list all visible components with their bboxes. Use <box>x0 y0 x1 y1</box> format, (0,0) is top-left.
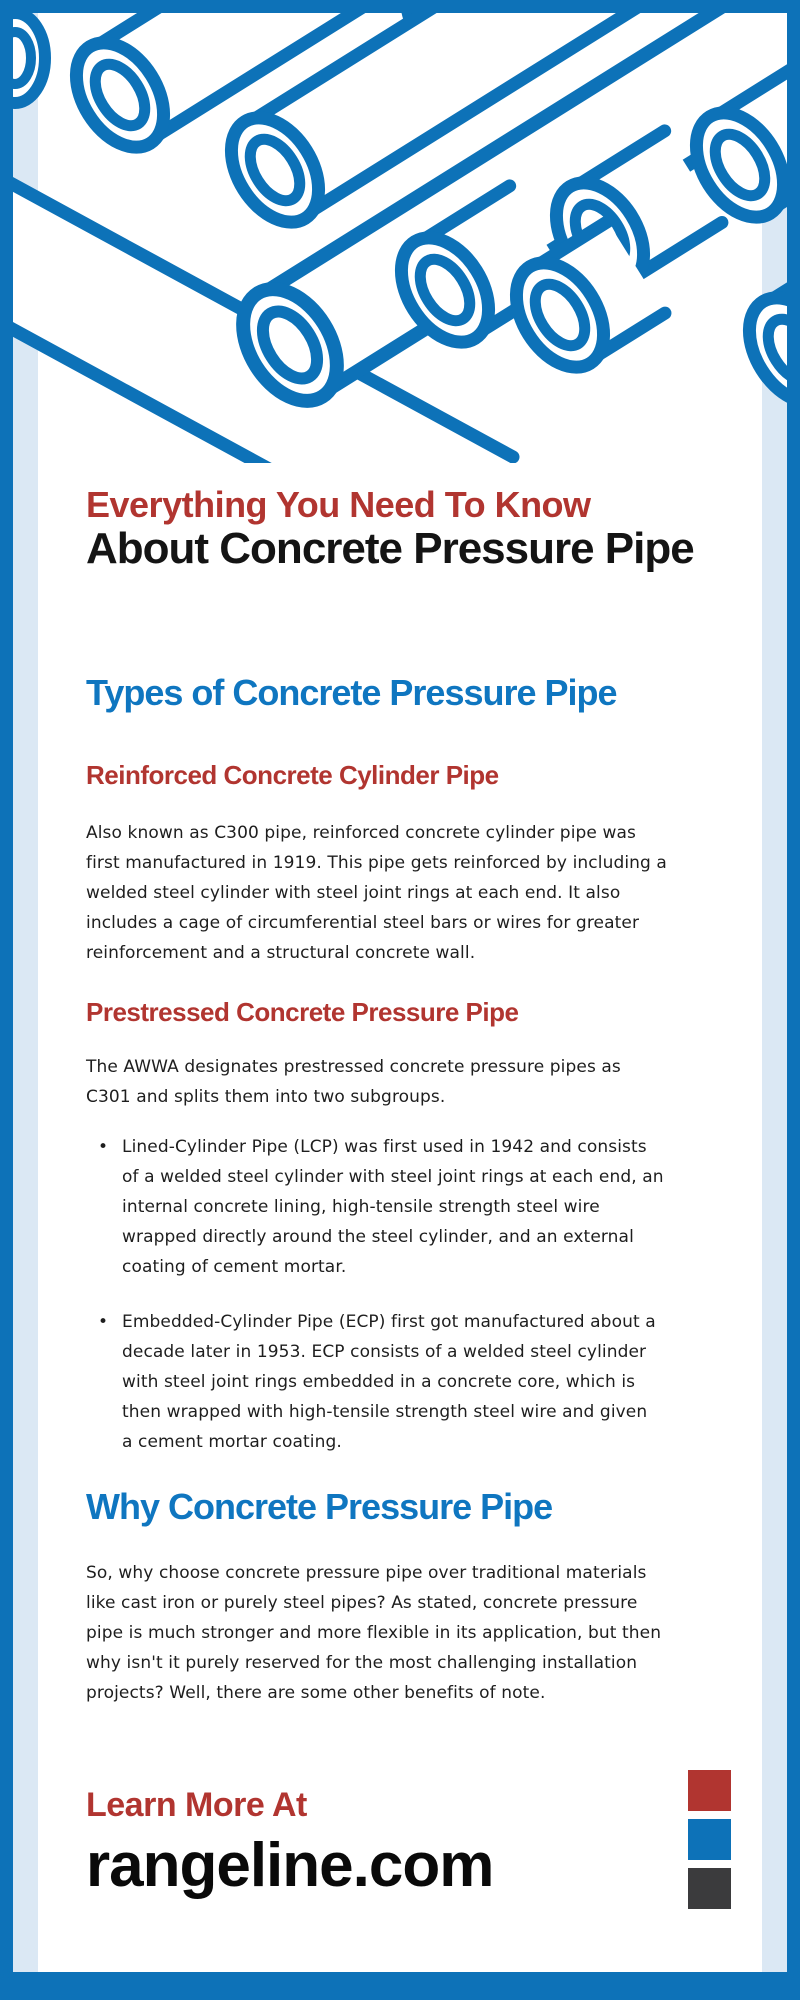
text-line: with steel joint rings embedded in a concrete core, which is <box>122 1372 636 1392</box>
text-line: like cast iron or purely steel pipes? As stated, concrete pressure <box>86 1593 638 1613</box>
title-kicker: Everything You Need To Know <box>86 484 591 525</box>
paragraph-why <box>86 1558 661 1708</box>
paragraph-reinforced <box>86 818 667 968</box>
text-line: then wrapped with high-tensile strength steel wire and given <box>122 1402 648 1422</box>
text-line: internal concrete lining, high-tensile strength steel wire <box>122 1197 600 1217</box>
bullet-item-ecp <box>98 1307 656 1457</box>
text-line: reinforcement and a structural concrete wall. <box>86 943 476 963</box>
paragraph-prestressed <box>86 1052 621 1112</box>
section-heading-why: Why Concrete Pressure Pipe <box>86 1486 553 1527</box>
footer-blue-square <box>688 1819 731 1860</box>
text-line: coating of cement mortar. <box>122 1257 347 1277</box>
text-line: a cement mortar coating. <box>122 1432 342 1452</box>
text-line: wrapped directly around the steel cylinder, and an external <box>122 1227 634 1247</box>
subheading-prestressed: Prestressed Concrete Pressure Pipe <box>86 997 519 1027</box>
frame-border-bottom <box>0 1972 800 2000</box>
text-line: pipe is much stronger and more flexible in its application, but then <box>86 1623 662 1643</box>
text-line: Also known as C300 pipe, reinforced concrete cylinder pipe was <box>86 823 636 843</box>
website-url: rangeline.com <box>86 1831 494 1900</box>
text-line: Embedded-Cylinder Pipe (ECP) first got manufactured about a <box>122 1312 656 1332</box>
bullet-icon: • <box>98 1312 109 1332</box>
text-line: So, why choose concrete pressure pipe over traditional materials <box>86 1563 647 1583</box>
text-line: of a welded steel cylinder with steel joint rings at each end, an <box>122 1167 664 1187</box>
footer-red-square <box>688 1770 731 1811</box>
text-line: Lined-Cylinder Pipe (LCP) was first used in 1942 and consists <box>122 1137 647 1157</box>
text-line: includes a cage of circumferential steel bars or wires for greater <box>86 913 640 933</box>
frame-border-right <box>787 0 800 2000</box>
section-heading-types: Types of Concrete Pressure Pipe <box>86 672 617 713</box>
text-line: why isn't it purely reserved for the most challenging installation <box>86 1653 638 1673</box>
text-line: C301 and splits them into two subgroups. <box>86 1087 446 1107</box>
frame-border-top <box>0 0 800 13</box>
text-line: first manufactured in 1919. This pipe gets reinforced by including a <box>86 853 667 873</box>
learn-more-label: Learn More At <box>86 1786 307 1824</box>
page-title: About Concrete Pressure Pipe <box>86 524 694 573</box>
text-line: decade later in 1953. ECP consists of a welded steel cylinder <box>122 1342 647 1362</box>
bullet-icon: • <box>98 1137 109 1157</box>
subheading-reinforced: Reinforced Concrete Cylinder Pipe <box>86 760 499 790</box>
text-line: projects? Well, there are some other benefits of note. <box>86 1683 546 1703</box>
text-line: The AWWA designates prestressed concrete pressure pipes as <box>86 1057 621 1077</box>
text-line: welded steel cylinder with steel joint rings at each end. It also <box>86 883 621 903</box>
footer-dark-square <box>688 1868 731 1909</box>
frame-border-left <box>0 0 13 2000</box>
bullet-item-lcp <box>98 1132 664 1282</box>
